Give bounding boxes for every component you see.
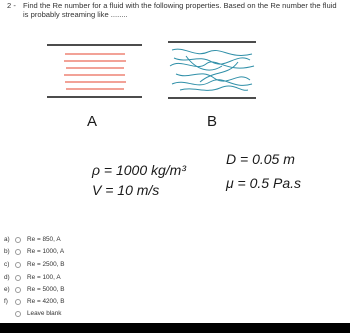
option-letter: e) bbox=[4, 286, 10, 293]
option-label: Re = 100, A bbox=[27, 274, 61, 281]
option-letter: d) bbox=[4, 274, 10, 281]
option-d[interactable] bbox=[4, 274, 61, 282]
option-label: Leave blank bbox=[27, 310, 62, 317]
bottom-bar bbox=[0, 323, 350, 333]
option-letter: f) bbox=[4, 298, 8, 305]
option-leave-blank-radio[interactable] bbox=[15, 311, 21, 317]
option-label: Re = 850, A bbox=[27, 236, 61, 243]
option-f[interactable] bbox=[4, 298, 64, 306]
question-line-2: is probably streaming like ........ bbox=[23, 10, 128, 19]
question-number: 2 - bbox=[7, 1, 16, 10]
option-b[interactable] bbox=[4, 248, 64, 256]
option-leave-blank[interactable] bbox=[4, 310, 61, 318]
option-a[interactable] bbox=[4, 236, 61, 244]
density-value: ρ = 1000 kg/m³ bbox=[92, 162, 187, 178]
diameter-value: D = 0.05 m bbox=[226, 151, 295, 167]
option-c[interactable] bbox=[4, 261, 64, 269]
option-f-radio[interactable] bbox=[15, 299, 21, 305]
option-b-radio[interactable] bbox=[15, 249, 21, 255]
option-e-radio[interactable] bbox=[15, 287, 21, 293]
pipe-a-label: A bbox=[86, 113, 98, 130]
option-a-radio[interactable] bbox=[15, 237, 21, 243]
velocity-value: V = 10 m/s bbox=[92, 182, 160, 198]
question-line-1: Find the Re number for a fluid with the following properties. Based on the Re number the fluid bbox=[23, 1, 337, 10]
option-letter: c) bbox=[4, 261, 10, 268]
option-e[interactable] bbox=[4, 286, 64, 294]
viscosity-value: μ = 0.5 Pa.s bbox=[226, 175, 301, 191]
option-label: Re = 5000, B bbox=[27, 286, 65, 293]
option-label: Re = 4200, B bbox=[27, 298, 65, 305]
option-label: Re = 1000, A bbox=[27, 248, 65, 255]
option-letter: b) bbox=[4, 248, 10, 255]
turbulent-flow-lines bbox=[170, 49, 254, 90]
option-d-radio[interactable] bbox=[15, 275, 21, 281]
laminar-flow-lines bbox=[64, 54, 126, 89]
option-letter: a) bbox=[4, 236, 10, 243]
option-label: Re = 2500, B bbox=[27, 261, 65, 268]
pipe-b-label: B bbox=[206, 113, 218, 130]
option-c-radio[interactable] bbox=[15, 262, 21, 268]
